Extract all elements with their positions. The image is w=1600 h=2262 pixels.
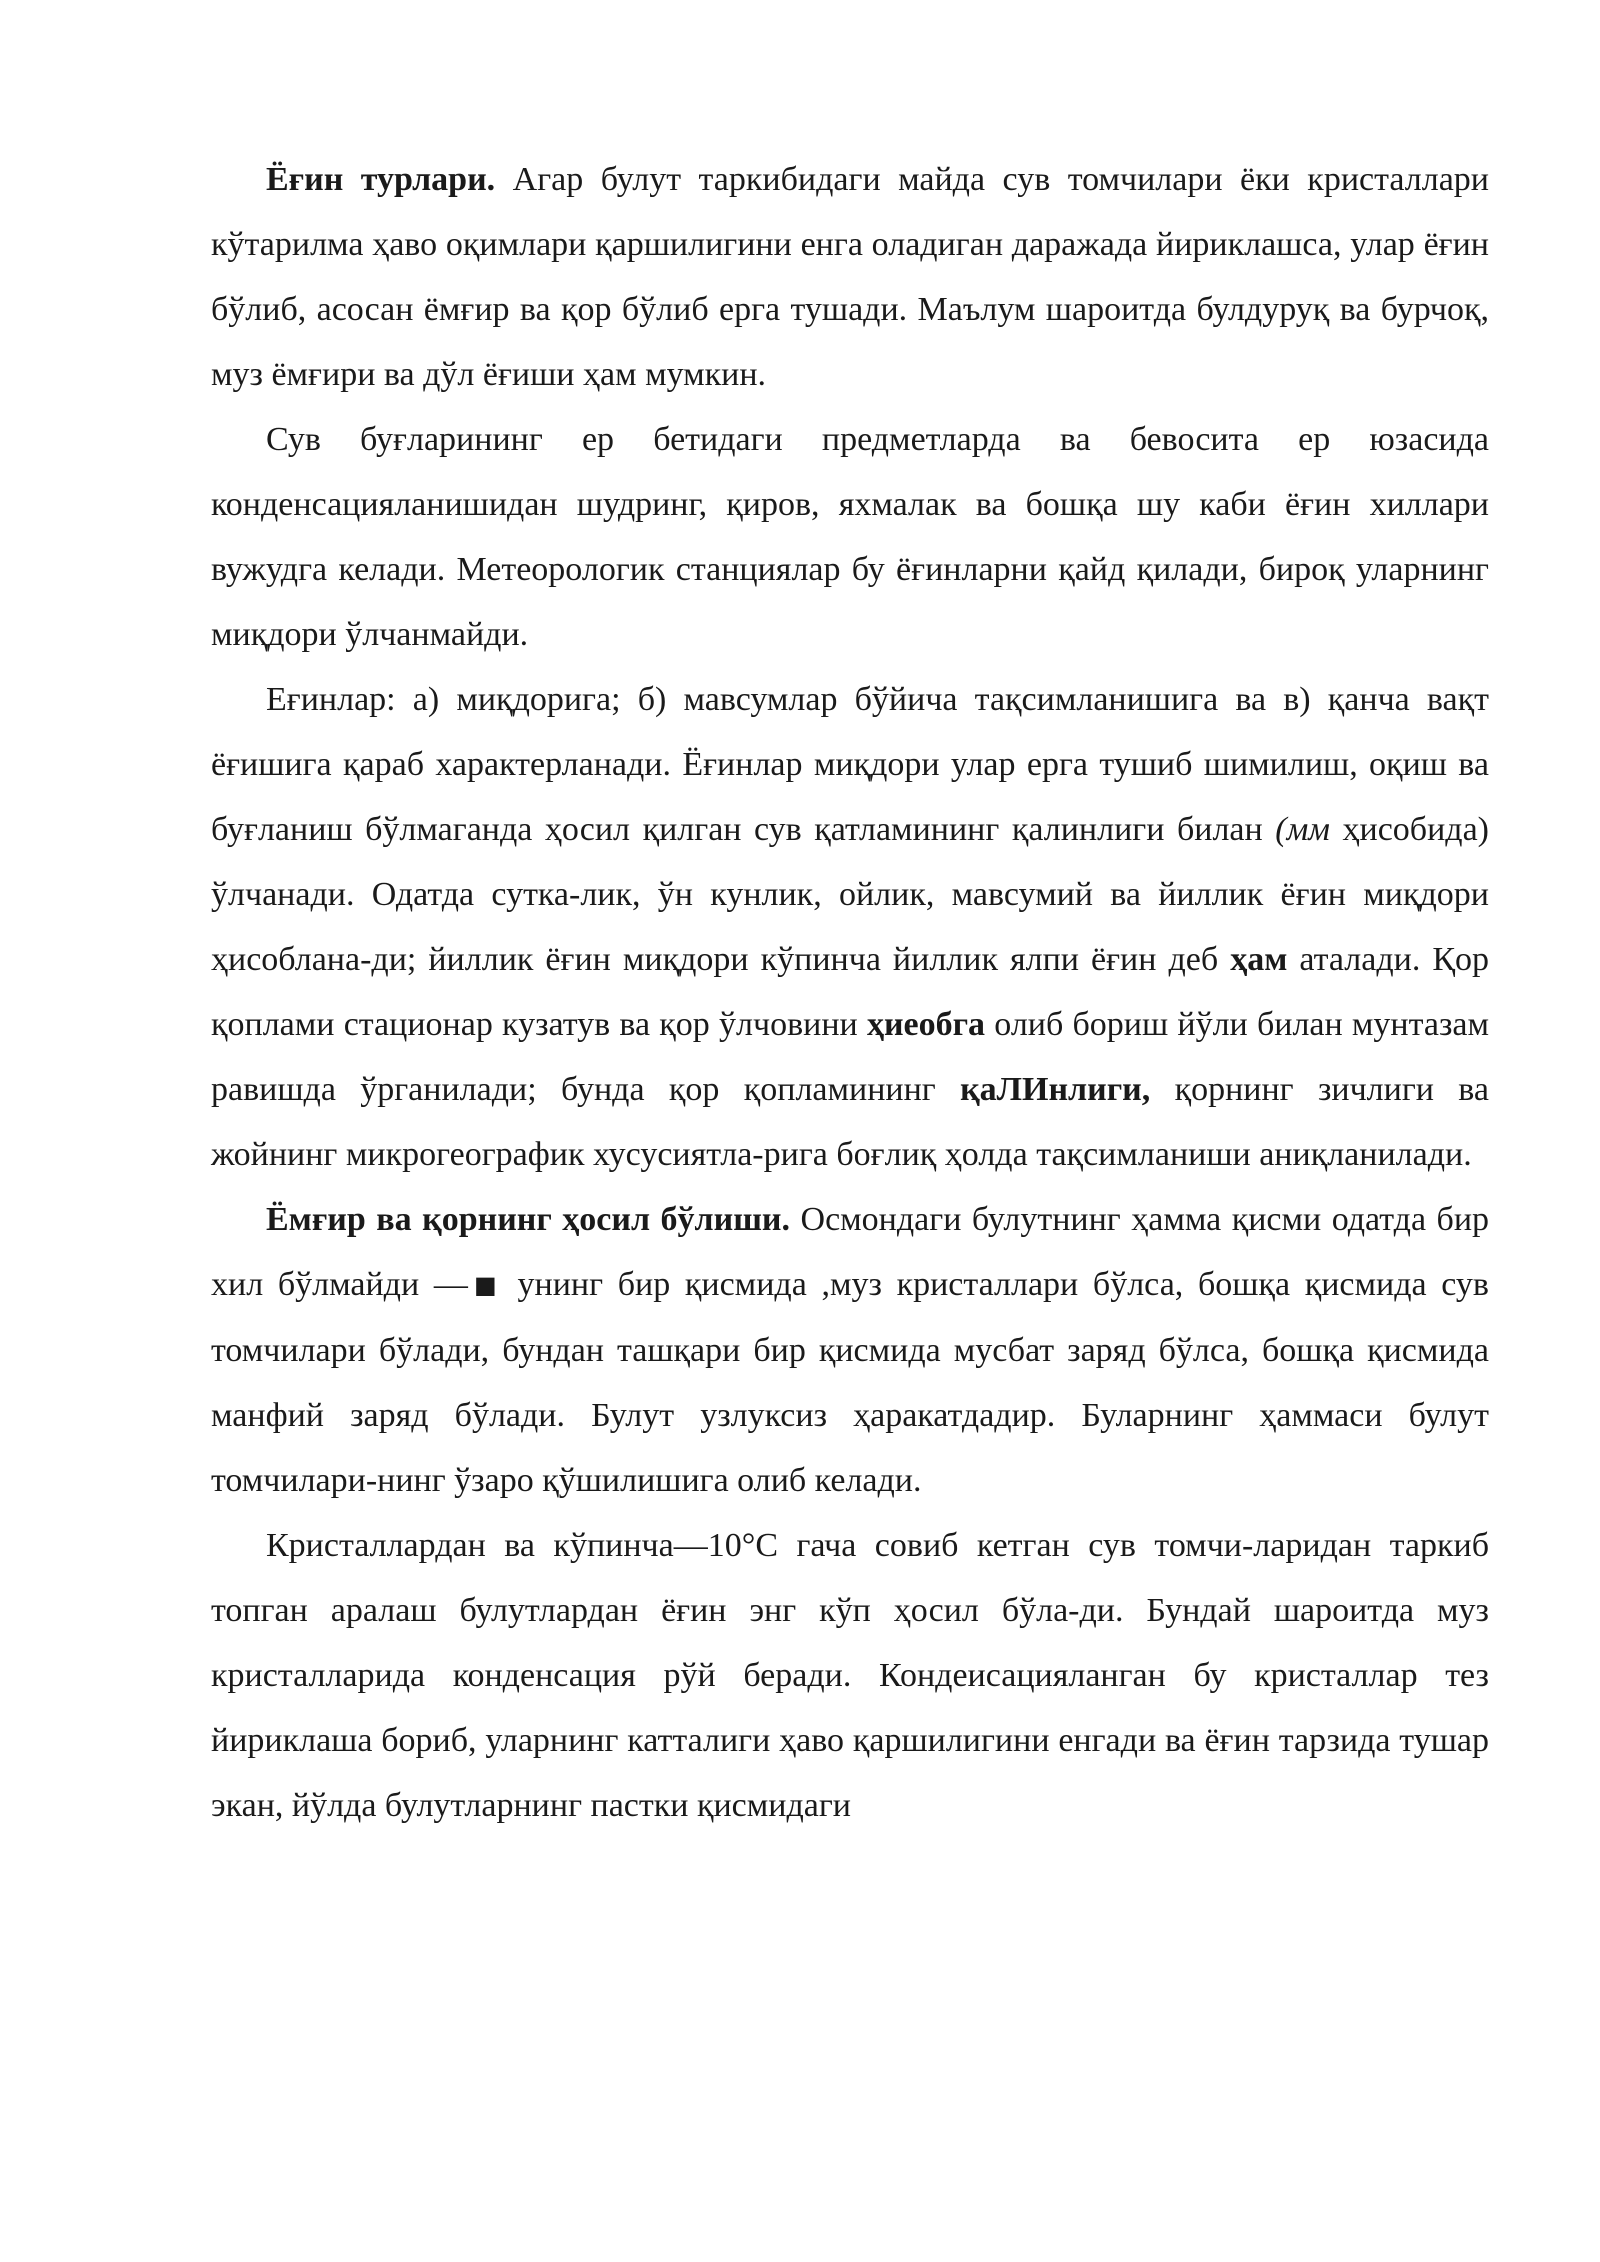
paragraph-text: ҳисобида) ўлчанади. Одатда сутка-лик, ўн кунлик, ойлик, мавсумий ва йиллик ёғин миқдори ҳисоблана-ди; йиллик ёғин миқдори кўпинча йиллик ялпи ёғин деб <box>211 811 1490 978</box>
paragraph-precipitation-types <box>211 147 1489 407</box>
paragraph-precipitation-measurement <box>211 667 1489 1187</box>
document-page <box>211 147 1489 1838</box>
black-square-glyph: ■ <box>467 1271 503 1299</box>
bold-term: ҳам <box>1230 941 1288 978</box>
paragraph-text: олиб бориш йўли билан мунтазам равишда ўрганилади; бунда қор қопламининг <box>211 1006 1490 1108</box>
paragraph-text: Осмондаги булутнинг ҳамма қисми одатда бир хил бўлмайди — <box>211 1201 1490 1303</box>
paragraph-condensation <box>211 407 1489 667</box>
section-heading-precipitation-types: Ёғин турлари. <box>266 161 496 198</box>
paragraph-text: Сув буғларининг ер бетидаги предметларда ва бевосита ер юзасида конденсацияланишидан шудринг, қиров, яхмалак ва бошқа шу каби ёғин хиллари вужудга келади. Метеорологик станциялар бу ёғинларни қайд қилади, бироқ уларнинг миқдори ўлчанмайди. <box>211 421 1489 653</box>
bold-term: қаЛИнлиги, <box>960 1071 1151 1108</box>
bold-term: ҳиеобга <box>866 1006 986 1043</box>
italic-unit: (мм <box>1275 811 1330 848</box>
paragraph-text: қорнинг зичлиги ва жойнинг микрогеографик хусусиятла-рига боғлиқ ҳолда тақсимланиши аниқланилади. <box>211 1071 1490 1173</box>
paragraph-text: Кристаллардан ва кўпинча—10°С гача совиб кетган сув томчи-ларидан таркиб топган аралаш булутлардан ёғин энг кўп ҳосил бўла-ди. Бундай шароитда муз кристалларида конденсация рўй беради. Кондеисацияланган бу кристаллар тез йириклаша бориб, уларнинг катталиги ҳаво қаршилигини енгади ва ёғин тарзида тушар экан, йўлда булутларнинг пастки қисмидаги <box>211 1527 1489 1824</box>
paragraph-rain-snow-formation <box>211 1187 1489 1513</box>
paragraph-text: Агар булут таркибидаги майда сув томчилари ёки кристаллари кўтарилма ҳаво оқимлари қаршилигини енга оладиган даражада йириклашса, улар ёғин бўлиб, асосан ёмғир ва қор бўлиб ерга тушади. Маълум шароитда булдуруқ ва бурчоқ, муз ёмғири ва дўл ёғиши ҳам мумкин. <box>211 161 1489 393</box>
paragraph-mixed-clouds <box>211 1513 1489 1838</box>
paragraph-text: унинг бир қисмида ,муз кристаллари бўлса, бошқа қисмида сув томчилари бўлади, бундан ташқари бир қисмида мусбат заряд бўлса, бошқа қисмида манфий заряд бўлади. Булут узлуксиз ҳаракатдадир. Буларнинг ҳаммаси булут томчилари-нинг ўзаро қўшилишига олиб келади. <box>211 1266 1489 1499</box>
paragraph-text: Еғинлар: а) миқдорига; б) мавсумлар бўйича тақсимланишига ва в) қанча вақт ёғишига қараб характерланади. Ёғинлар миқдори улар ерга тушиб шимилиш, оқиш ва буғланиш бўлмаганда ҳосил қилган сув қатламининг қалинлиги билан <box>211 681 1489 848</box>
paragraph-text: аталади. Қор қоплами стационар кузатув ва қор ўлчовини <box>211 941 1490 1043</box>
section-heading-rain-snow-formation: Ёмғир ва қорнинг ҳосил бўлиши. <box>266 1201 791 1238</box>
